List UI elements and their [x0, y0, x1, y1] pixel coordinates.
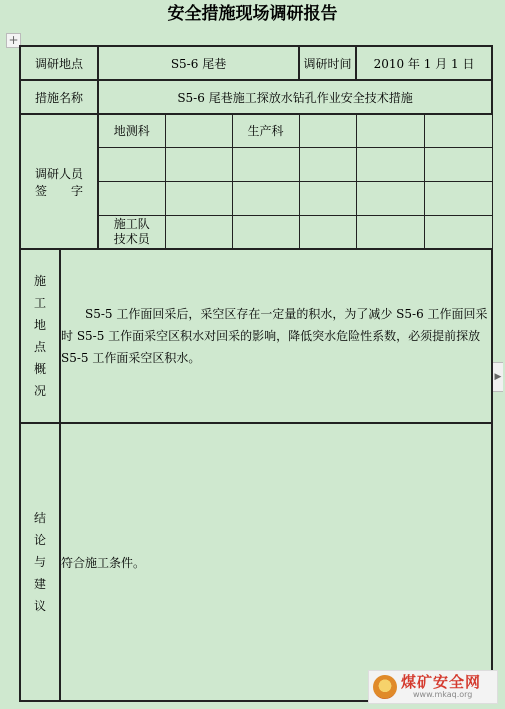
time-label: 调研时间 — [299, 46, 356, 80]
construction-team-tech — [98, 215, 165, 249]
conclusion-label-char: 论 — [33, 533, 46, 547]
team-line1: 施工队 — [113, 216, 150, 231]
signature-cell — [165, 181, 232, 215]
overview-label-char: 工 — [33, 296, 46, 310]
signature-cell — [299, 147, 356, 181]
signature-cell — [424, 147, 492, 181]
side-arrow-icon[interactable]: ▶ — [492, 362, 503, 392]
time-value: 2010 年 1 月 1 日 — [356, 46, 492, 80]
location-label: 调研地点 — [20, 46, 98, 80]
overview-label-char: 地 — [33, 318, 46, 332]
overview-label-char: 施 — [33, 274, 46, 288]
location-value: S5-6 尾巷 — [98, 46, 299, 80]
signature-cell — [232, 181, 299, 215]
expand-icon[interactable]: + — [6, 33, 21, 48]
site-watermark — [368, 670, 498, 704]
signature-label-line2: 签 字 — [35, 183, 84, 198]
signature-cell — [165, 114, 232, 147]
site-logo-icon — [373, 675, 397, 699]
watermark-url: www.mkaq.org — [413, 690, 473, 699]
signature-cell — [98, 147, 165, 181]
overview-label-char: 点 — [33, 340, 46, 354]
signature-cell — [356, 181, 424, 215]
signature-cell — [356, 215, 424, 249]
signature-cell — [424, 215, 492, 249]
team-line2: 技术员 — [113, 231, 150, 246]
signature-cell — [165, 215, 232, 249]
signature-cell — [424, 181, 492, 215]
conclusion-text: 符合施工条件。 — [60, 423, 492, 701]
signature-cell — [165, 147, 232, 181]
signature-cell — [98, 181, 165, 215]
conclusion-label-char: 建 — [33, 577, 46, 591]
measure-label: 措施名称 — [20, 80, 98, 114]
conclusion-label-char: 与 — [33, 555, 46, 569]
dept-production: 生产科 — [232, 114, 299, 147]
conclusion-label-char: 结 — [33, 511, 46, 525]
conclusion-label — [20, 423, 60, 701]
signature-cell — [232, 147, 299, 181]
signature-label-line1: 调研人员 — [35, 166, 84, 181]
conclusion-label-char: 议 — [33, 599, 46, 613]
signature-cell — [299, 215, 356, 249]
overview-text: S5-5 工作面回采后，采空区存在一定量的积水，为了减少 S5-6 工作面回采时 S5-5 工作面采空区积水对回采的影响，降低突水危险性系数，必须提前探放 S5-5 工作面采空区积水。 — [60, 249, 492, 423]
signature-cell — [424, 114, 492, 147]
signature-label — [20, 114, 98, 249]
watermark-name: 煤矿安全网 — [401, 673, 482, 691]
signature-cell — [356, 114, 424, 147]
page-title: 安全措施现场调研报告 — [167, 4, 338, 24]
dept-survey: 地测科 — [98, 114, 165, 147]
report-table — [19, 45, 493, 702]
overview-label — [20, 249, 60, 423]
overview-label-char: 况 — [33, 384, 46, 398]
overview-label-char: 概 — [33, 362, 46, 376]
signature-cell — [356, 147, 424, 181]
measure-value: S5-6 尾巷施工探放水钻孔作业安全技术措施 — [98, 80, 492, 114]
signature-cell — [232, 215, 299, 249]
signature-cell — [299, 114, 356, 147]
signature-cell — [299, 181, 356, 215]
